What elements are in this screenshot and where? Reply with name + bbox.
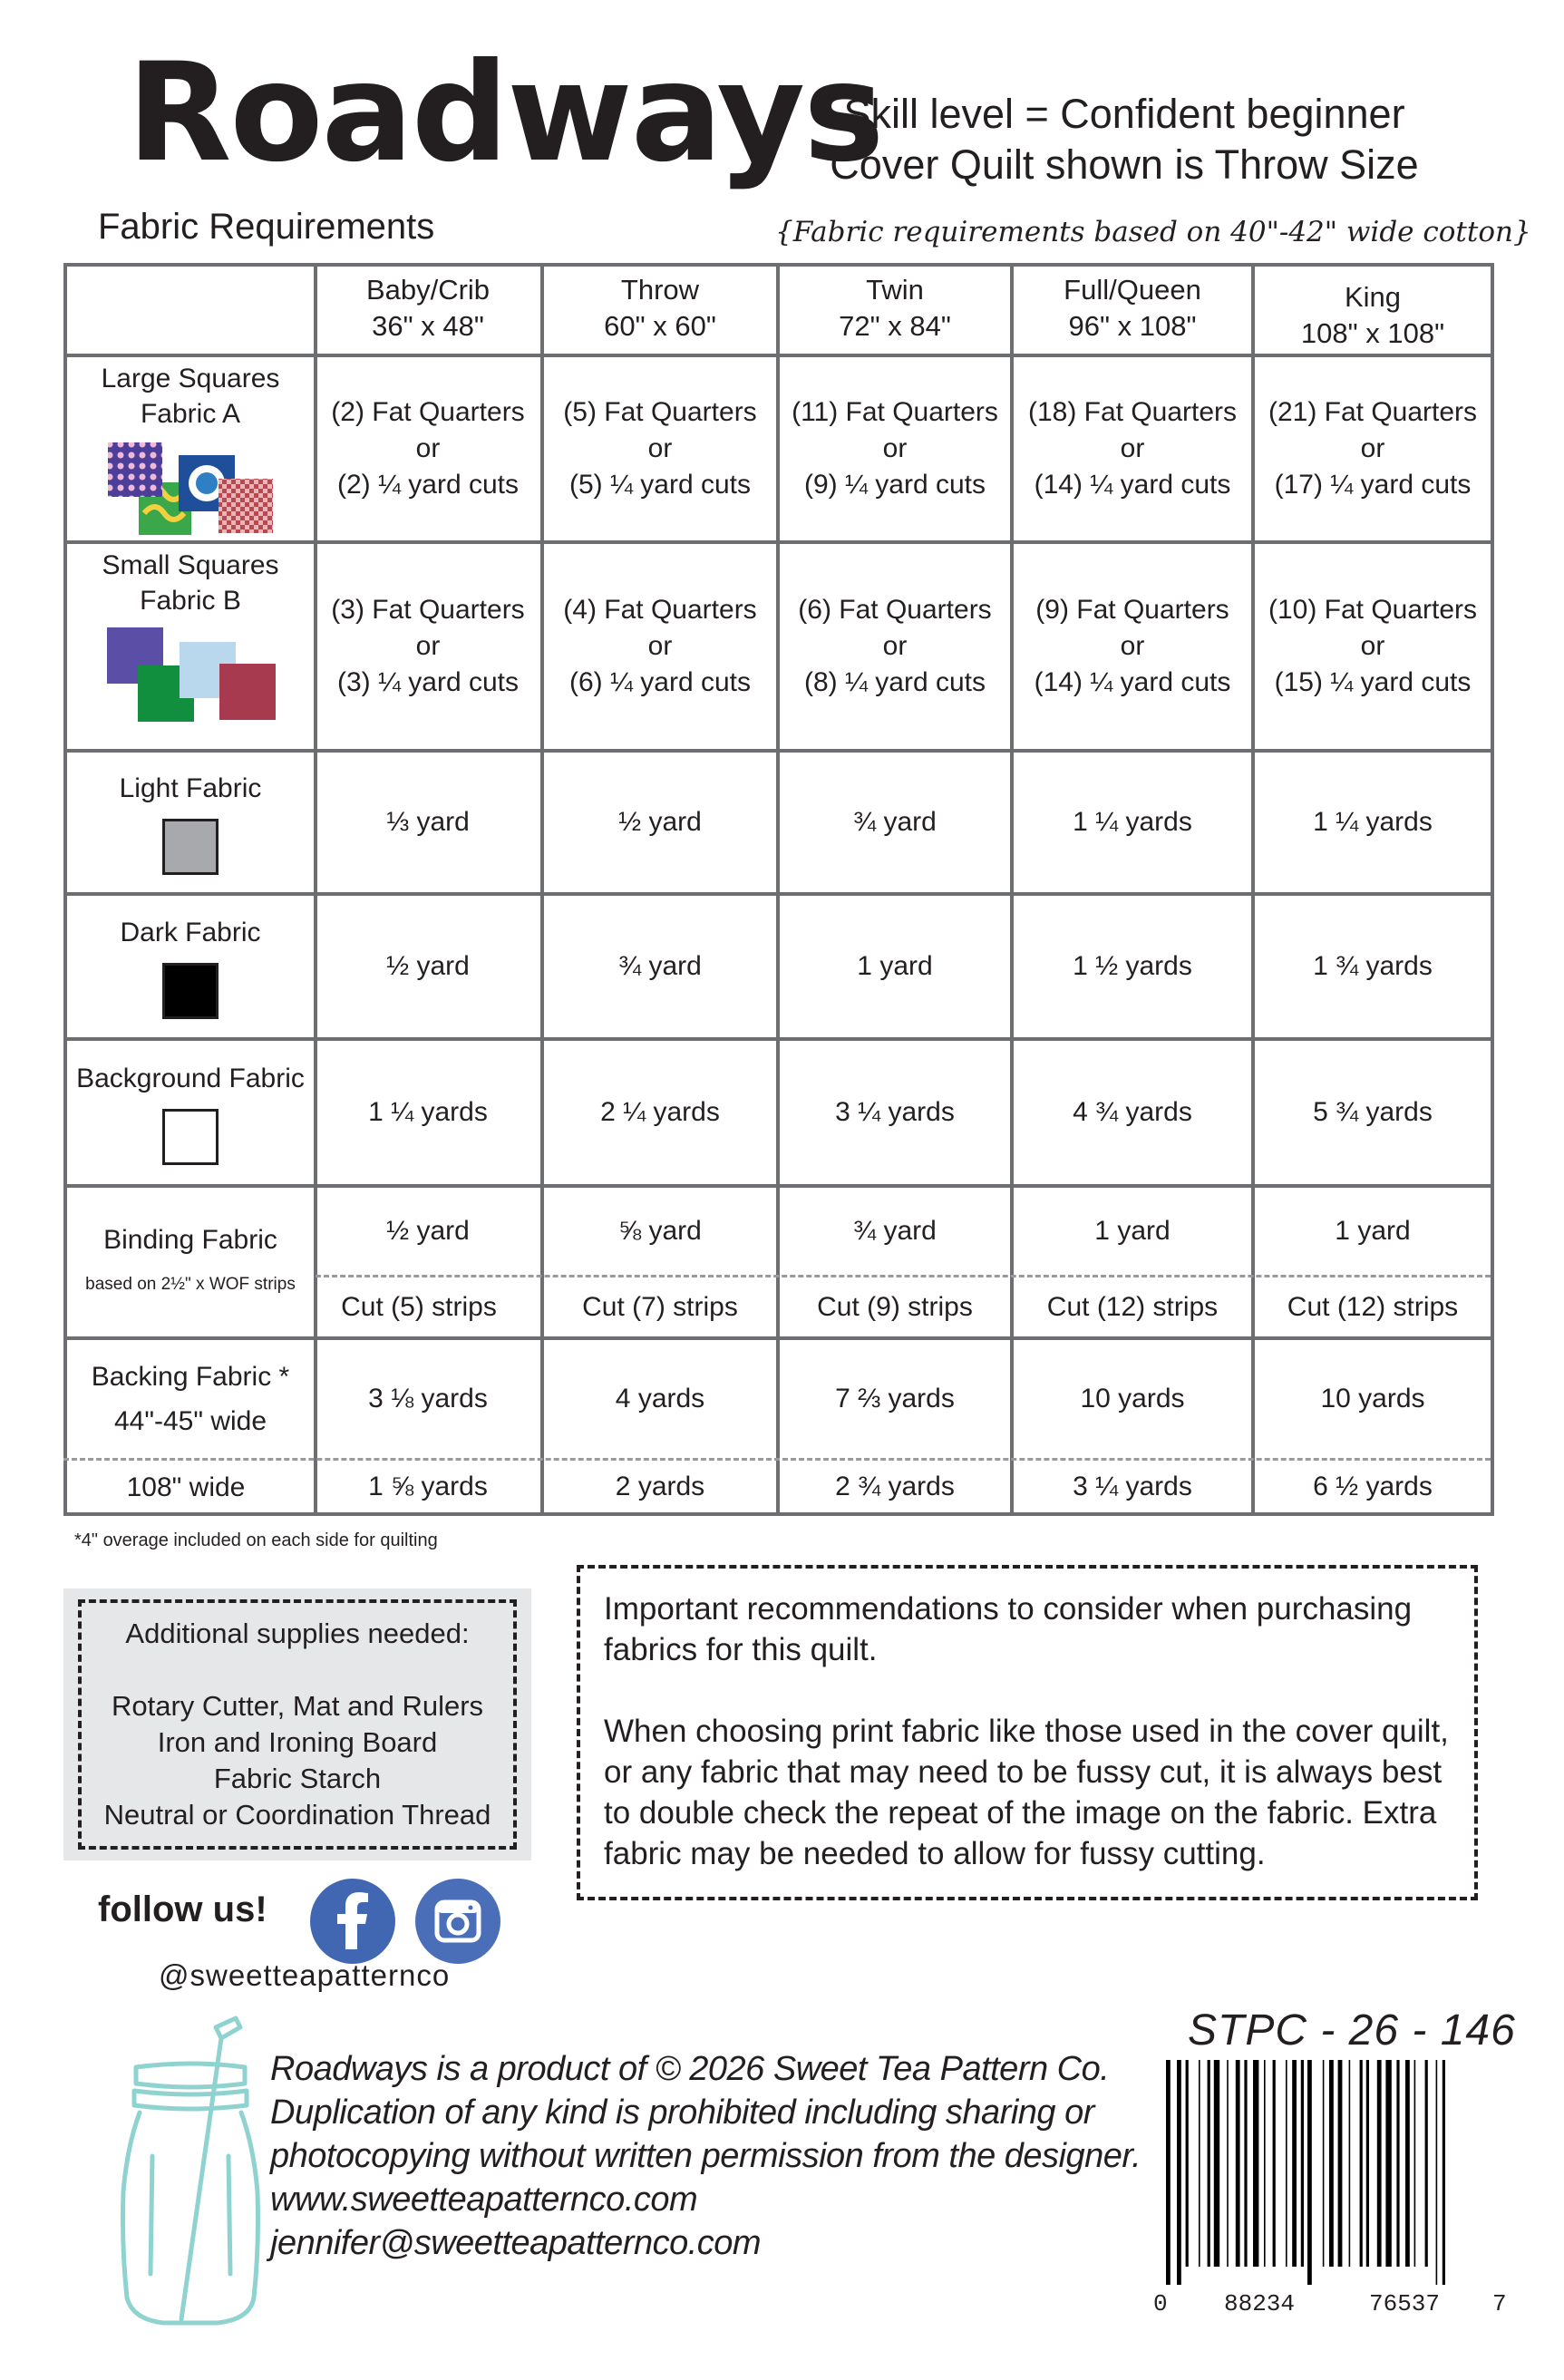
barcode [1153,2060,1507,2285]
page-title: Roadways [127,34,883,192]
follow-us-label: follow us! [98,1889,267,1929]
light-twin: ¾ yard [853,807,937,837]
backing-narrow-baby-crib: 3 ⅛ yards [368,1384,488,1413]
barcode-bar [1199,2060,1200,2267]
supplies-title: Additional supplies needed: [125,1617,470,1649]
barcode-bar [1286,2060,1287,2267]
small-squares-twin: (6) Fat Quarters or (8) ¼ yard cuts [798,595,992,697]
recommendation-intro: Important recommendations to consider when purchasing fabrics for this quilt. [604,1591,1413,1667]
light-king: 1 ¼ yards [1313,807,1433,837]
section-title: Fabric Requirements [98,207,435,247]
barcode-bar [1307,2060,1312,2285]
backing-narrow-king: 10 yards [1320,1384,1425,1413]
light-throw: ½ yard [618,807,702,837]
barcode-digit-first: 0 [1153,2290,1168,2317]
sku-code: STPC - 26 - 146 [1188,2006,1516,2055]
backing-narrow-throw: 4 yards [615,1384,705,1413]
fabric-basis-note: {Fabric requirements based on 40"-42" wide cotton} [775,216,1531,248]
binding-strips-baby-crib: Cut (5) strips [341,1292,497,1322]
cover-quilt-size: Cover Quilt shown is Throw Size [830,141,1419,188]
light-fabric-swatch [162,819,219,875]
small-squares-king: (10) Fat Quarters or (15) ¼ yard cuts [1268,595,1478,697]
supply-item: Iron and Ironing Board [157,1726,438,1758]
barcode-bar [1186,2060,1189,2267]
dark-throw: ¾ yard [618,951,702,981]
barcode-bar [1360,2060,1363,2267]
binding-strips-king: Cut (12) strips [1287,1292,1459,1322]
binding-yard-throw: ⅝ yard [618,1216,702,1246]
binding-strips-twin: Cut (9) strips [817,1292,973,1322]
large-squares-king: (21) Fat Quarters or (17) ¼ yard cuts [1268,397,1478,500]
barcode-bar [1214,2060,1219,2267]
barcode-bar [1208,2060,1210,2267]
barcode-bar [1443,2060,1445,2285]
backing-wide-throw: 2 yards [615,1472,705,1501]
barcode-bar [1292,2060,1297,2267]
background-twin: 3 ¼ yards [835,1097,955,1127]
row-label-binding-fabric: Binding Fabric based on 2½" x WOF strips [67,1188,314,1336]
light-full-queen: 1 ¼ yards [1073,807,1192,837]
duplication-notice: Duplication of any kind is prohibited including sharing or [270,2093,1094,2132]
dark-twin: 1 yard [857,951,933,981]
barcode-bar [1273,2060,1276,2267]
facebook-icon[interactable] [310,1879,395,1964]
barcode-bar [1349,2060,1351,2267]
row-label-small-squares: Small Squares Fabric B [67,544,314,753]
backing-narrow-twin: 7 ⅔ yards [835,1384,955,1413]
backing-wide-king: 6 ½ yards [1313,1472,1433,1501]
binding-strips-full-queen: Cut (12) strips [1046,1292,1219,1322]
overage-note: *4" overage included on each side for quilting [74,1530,438,1550]
row-label-backing-wide: 108" wide [126,1472,246,1502]
barcode-bar [1425,2060,1428,2267]
website-link[interactable]: www.sweetteapatternco.com [270,2181,698,2219]
barcode-digits-left: 88234 [1224,2290,1296,2317]
barcode-bar [1436,2060,1438,2285]
supply-item: Neutral or Coordination Thread [103,1799,491,1831]
barcode-bar [1253,2060,1258,2267]
barcode-bar [1236,2060,1240,2267]
recommendation-detail: When choosing print fabric like those used in the cover quilt, or any fabric that may need to be fussy cut, it is always best to double check the repeat of the image on the fabric. Extra fabric may be needed to allow for fussy cutting. [604,1714,1449,1871]
barcode-bar [1244,2060,1247,2267]
barcode-bar [1227,2060,1229,2267]
column-header-twin: Twin 72" x 84" [839,274,951,342]
row-label-large-squares: Large Squares Fabric A [67,357,314,544]
barcode-bar [1323,2060,1325,2267]
barcode-bar [1396,2060,1399,2267]
duplication-notice-cont: photocopying without written permission from the designer. [270,2137,1141,2175]
column-header-baby-crib: Baby/Crib 36" x 48" [365,274,491,342]
row-label-dark-fabric: Dark Fabric [67,896,314,1037]
solid-fabric-swatches-icon [100,624,281,725]
print-fabric-swatches-icon [104,439,277,540]
backing-wide-full-queen: 3 ¼ yards [1073,1472,1192,1501]
copyright-block [270,2047,1141,2265]
background-full-queen: 4 ¾ yards [1073,1097,1192,1127]
backing-wide-baby-crib: 1 ⅝ yards [368,1472,488,1501]
backing-wide-twin: 2 ¾ yards [835,1472,955,1501]
mason-jar-logo [109,2011,272,2328]
barcode-digits-right: 76537 [1369,2290,1441,2317]
background-baby-crib: 1 ¼ yards [368,1097,488,1127]
dark-fabric-swatch [162,963,219,1019]
large-squares-full-queen: (18) Fat Quarters or (14) ¼ yard cuts [1027,397,1238,500]
dark-baby-crib: ½ yard [386,951,470,981]
barcode-bar [1177,2060,1181,2285]
row-label-light-fabric: Light Fabric [67,753,314,892]
instagram-icon[interactable] [415,1879,500,1964]
barcode-bar [1264,2060,1266,2267]
barcode-bar [1366,2060,1369,2267]
barcode-bar [1329,2060,1334,2267]
binding-strip-note: based on 2½" x WOF strips [85,1275,296,1294]
dark-full-queen: 1 ½ yards [1073,951,1192,981]
binding-yard-twin: ¾ yard [853,1216,937,1246]
background-throw: 2 ¼ yards [600,1097,720,1127]
barcode-bar [1166,2060,1171,2285]
copyright-line: Roadways is a product of © 2026 Sweet Tea Pattern Co. [270,2050,1110,2088]
column-header-throw: Throw 60" x 60" [604,274,716,342]
column-header-full-queen: Full/Queen 96" x 108" [1064,274,1201,342]
binding-yard-full-queen: 1 yard [1094,1216,1171,1246]
light-baby-crib: ⅓ yard [386,807,470,837]
small-squares-baby-crib: (3) Fat Quarters or (3) ¼ yard cuts [331,595,525,697]
small-squares-throw: (4) Fat Quarters or (6) ¼ yard cuts [563,595,757,697]
barcode-digit-last: 7 [1492,2290,1507,2317]
large-squares-twin: (11) Fat Quarters or (9) ¼ yard cuts [792,397,998,500]
skill-info [798,89,1451,190]
supply-item: Fabric Starch [213,1763,382,1794]
barcode-bar [1405,2060,1410,2267]
skill-level: Skill level = Confident beginner [843,91,1405,137]
barcode-bar [1338,2060,1343,2267]
dark-king: 1 ¾ yards [1313,951,1433,981]
social-handle[interactable]: @sweetteapatternco [159,1958,451,1992]
small-squares-full-queen: (9) Fat Quarters or (14) ¼ yard cuts [1034,595,1231,697]
recommendation-box [577,1565,1478,1900]
barcode-bar [1377,2060,1382,2267]
background-king: 5 ¾ yards [1313,1097,1433,1127]
row-label-background-fabric: Background Fabric [67,1041,314,1184]
supplies-box [63,1588,531,1860]
fabric-requirements-table [63,263,1494,1516]
row-label-backing-fabric: Backing Fabric * 44"-45" wide [91,1362,290,1436]
large-squares-baby-crib: (2) Fat Quarters or (2) ¼ yard cuts [331,397,525,500]
background-fabric-swatch [162,1109,219,1165]
barcode-bar [1414,2060,1416,2267]
barcode-bar [1385,2060,1391,2267]
barcode-bar [1301,2060,1304,2267]
large-squares-throw: (5) Fat Quarters or (5) ¼ yard cuts [563,397,757,500]
binding-yard-king: 1 yard [1335,1216,1411,1246]
backing-narrow-full-queen: 10 yards [1080,1384,1185,1413]
binding-yard-baby-crib: ½ yard [386,1216,470,1246]
email-link[interactable]: jennifer@sweetteapatternco.com [270,2224,762,2262]
binding-strips-throw: Cut (7) strips [582,1292,738,1322]
column-header-king: King 108" x 108" [1300,281,1445,349]
supply-item: Rotary Cutter, Mat and Rulers [111,1690,484,1722]
